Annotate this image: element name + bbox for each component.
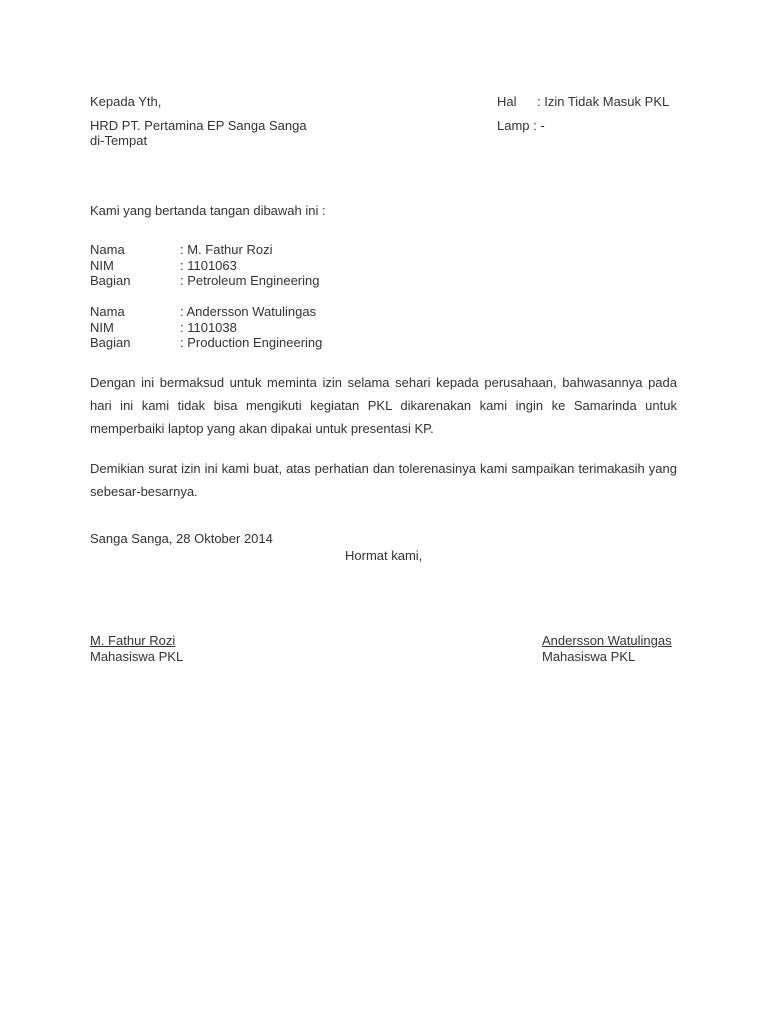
student-1-bagian-row xyxy=(90,273,319,289)
subject-lamp: Lamp : - xyxy=(497,118,545,133)
recipient-company: HRD PT. Pertamina EP Sanga Sanga xyxy=(90,118,307,133)
student-2-bagian-row xyxy=(90,335,322,351)
student-2-nama-row xyxy=(90,304,316,320)
recipient-greeting: Kepada Yth, xyxy=(90,94,162,109)
signatory-1-role: Mahasiswa PKL xyxy=(90,649,184,664)
student-2-nama-value: : Andersson Watulingas xyxy=(180,304,317,319)
student-2-nim-row xyxy=(90,320,237,336)
body-paragraph-1: Dengan ini bermaksud untuk meminta izin selama sehari kepada perusahaan, bahwasannya pada hari ini kami tidak bisa mengikuti kegiatan PKL dikarenakan kami ingin ke Samarinda untuk memperbaiki laptop yang akan dipakai untuk presentasi KP. xyxy=(90,375,677,436)
student-1-bagian-label: Bagian xyxy=(90,273,131,288)
closing-text: Hormat kami, xyxy=(345,548,423,563)
subject-hal xyxy=(497,94,669,110)
student-1-nim-value: : 1101063 xyxy=(180,258,237,273)
subject-hal-label: Hal xyxy=(497,94,517,109)
student-2-bagian-label: Bagian xyxy=(90,335,131,350)
student-1-bagian-value: : Petroleum Engineering xyxy=(180,273,320,288)
subject-hal-value: : Izin Tidak Masuk PKL xyxy=(537,94,670,109)
place-date: Sanga Sanga, 28 Oktober 2014 xyxy=(90,531,273,546)
student-1-nama-label: Nama xyxy=(90,242,125,257)
student-2-bagian-value: : Production Engineering xyxy=(180,335,323,350)
student-2-nim-label: NIM xyxy=(90,320,114,335)
signatory-2-role: Mahasiswa PKL xyxy=(542,649,636,664)
student-1-nama-row xyxy=(90,242,272,258)
student-2-nim-value: : 1101038 xyxy=(180,320,237,335)
student-1-nim-label: NIM xyxy=(90,258,114,273)
recipient-location: di-Tempat xyxy=(90,133,148,148)
student-2-nama-label: Nama xyxy=(90,304,125,319)
intro-text: Kami yang bertanda tangan dibawah ini : xyxy=(90,203,326,218)
student-1-nama-value: : M. Fathur Rozi xyxy=(180,242,273,257)
signatory-2-name: Andersson Watulingas xyxy=(542,633,672,648)
student-1-nim-row xyxy=(90,258,237,274)
signatory-1-name: M. Fathur Rozi xyxy=(90,633,176,648)
body-paragraph-2: Demikian surat izin ini kami buat, atas perhatian dan tolerenasinya kami sampaikan terimakasih yang sebesar-besarnya. xyxy=(90,461,677,499)
